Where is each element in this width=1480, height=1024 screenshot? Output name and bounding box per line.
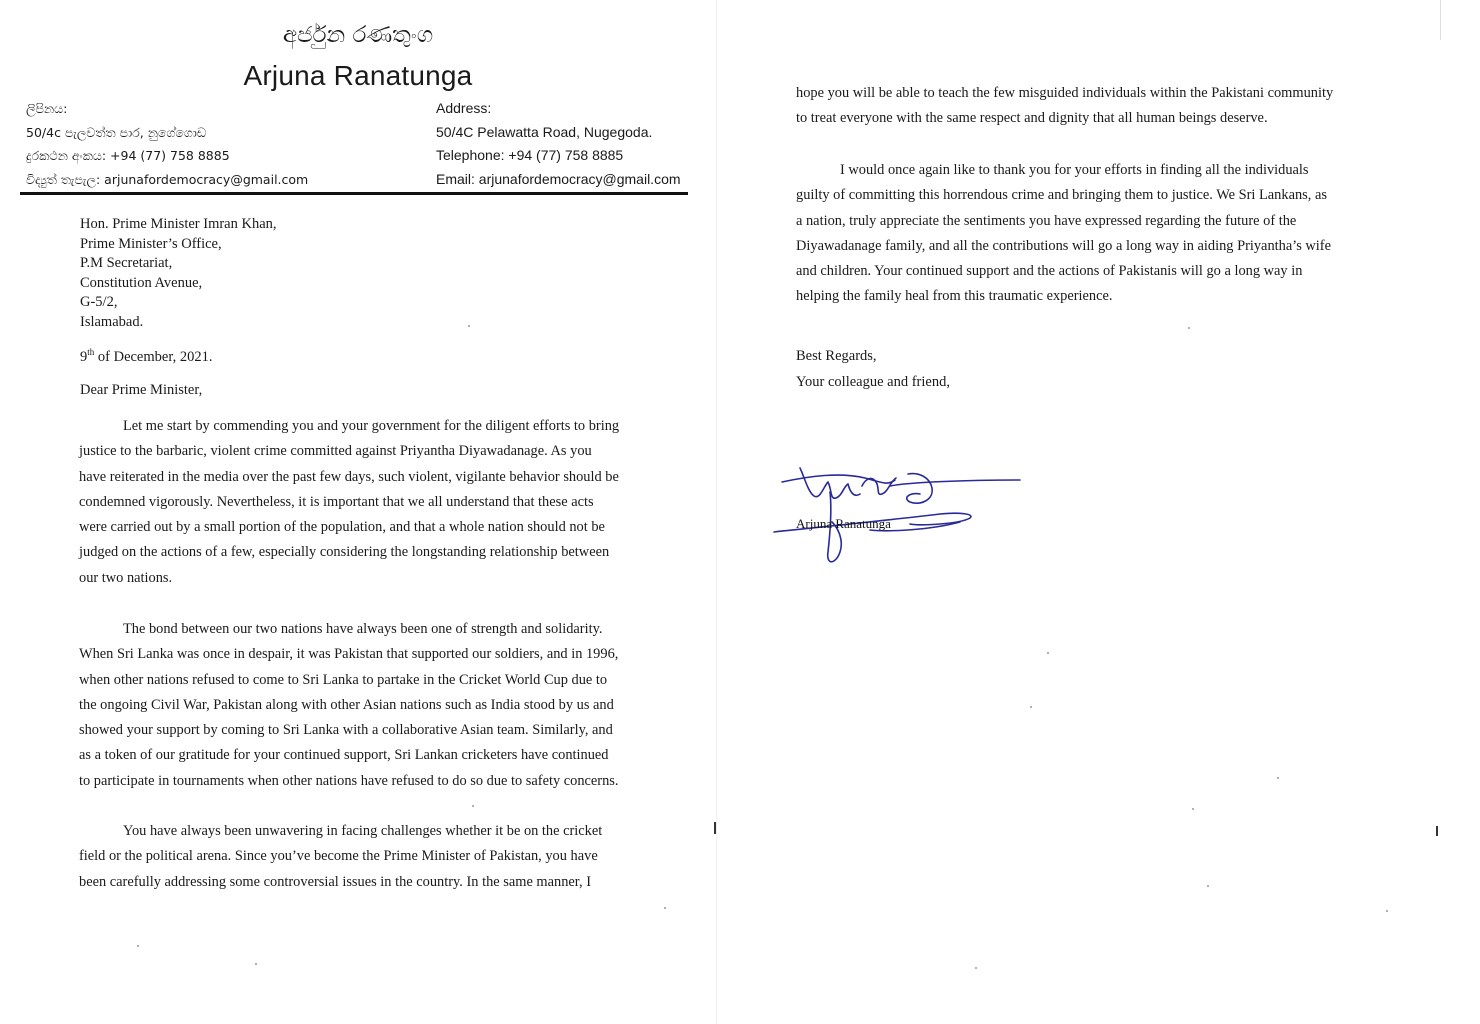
scan-speck: [468, 325, 470, 327]
signer-name: Arjuna Ranatunga: [796, 516, 891, 531]
address: 50/4C Pelawatta Road, Nugegoda.: [436, 123, 653, 140]
scan-speck: [1277, 777, 1279, 779]
date-day: 9: [80, 348, 88, 365]
text-line: when other nations refused to come to Sri Lanka to partake in the Cricket World Cup due to: [79, 671, 608, 688]
text-line: When Sri Lanka was once in despair, it was Pakistan that supported our soldiers, and in 1996,: [79, 646, 619, 663]
scan-speck: [664, 907, 666, 909]
scan-speck: [975, 967, 977, 969]
address-label: Address:: [436, 100, 492, 116]
recipient-line: P.M Secretariat,: [80, 255, 173, 271]
scan-speck: [1207, 885, 1209, 887]
text-line: Let me start by commending you and your government for the diligent efforts to bring: [123, 418, 620, 434]
closing-colleague: Your colleague and friend,: [796, 373, 950, 390]
scan-speck: [1192, 808, 1194, 810]
scan-speck: [1030, 706, 1032, 708]
closing-block: [796, 344, 950, 395]
scan-speck: [1386, 910, 1388, 912]
recipient-line: Constitution Avenue,: [80, 274, 203, 291]
text-line: to treat everyone with the same respect and dignity that all human beings deserve.: [796, 110, 1268, 127]
letter-date: [80, 347, 212, 366]
email: Email: arjunafordemocracy@gmail.com: [436, 170, 681, 187]
text-line: justice to the barbaric, violent crime committed against Priyantha Diyawadanage. As you: [79, 443, 592, 460]
text-line: and children. Your continued support and the actions of Pakistanis will go a long way in: [796, 263, 1303, 280]
letter-page-1: [0, 0, 716, 1024]
text-line: guilty of committing this horrendous crime and bringing them to justice. We Sri Lankans, as: [796, 187, 1327, 204]
recipient-line: Prime Minister’s Office,: [80, 235, 222, 252]
text-line: You have always been unwavering in facing challenges whether it be on the cricket: [123, 823, 603, 839]
text-line: Diyawadanage family, and all the contributions will go a long way in aiding Priyantha’s wife: [796, 237, 1331, 254]
text-line: were carried out by a small portion of the population, and that a whole nation should not be: [79, 519, 605, 536]
text-line: condemned vigorously. Nevertheless, it is important that we all understand that these acts: [79, 493, 594, 510]
scan-edge-mark: [1440, 0, 1441, 40]
body-paragraph-4: [796, 81, 1356, 132]
letterhead-name-sinhala: අර්ජුන රණතුංග: [282, 22, 434, 48]
text-line: I would once again like to thank you for your efforts in finding all the individuals: [840, 162, 1309, 178]
recipient-address: [80, 215, 277, 332]
text-line: hope you will be able to teach the few misguided individuals within the Pakistani community: [796, 85, 1334, 101]
text-line: showed your support by coming to Sri Lanka with a collaborative Asian team. Similarly, and: [79, 722, 613, 739]
body-paragraph-2: [79, 617, 631, 794]
sinhala-address-label: ලිපිනය:: [26, 101, 68, 116]
sinhala-telephone: දුරකථන අංකය: +94 (77) 758 8885: [26, 148, 230, 163]
text-line: our two nations.: [79, 569, 173, 586]
text-line: as a token of our gratitude for your continued support, Sri Lankan cricketers have continued: [79, 747, 609, 764]
closing-regards: Best Regards,: [796, 348, 877, 364]
scan-speck: [1188, 327, 1190, 329]
text-line: have reiterated in the media over the past few days, such violent, vigilante behavior should be: [79, 468, 619, 485]
text-line: The bond between our two nations have always been one of strength and solidarity.: [123, 621, 603, 637]
letterhead-divider: [20, 192, 688, 195]
recipient-line: Islamabad.: [80, 313, 144, 330]
sinhala-contact-block: [26, 97, 308, 191]
recipient-line: Hon. Prime Minister Imran Khan,: [80, 216, 277, 232]
text-line: to participate in tournaments when other nations have refused to do so due to safety concerns.: [79, 772, 619, 789]
sinhala-address: 50/4c පැලවත්ත පාර, නුගේගොඩ: [26, 124, 207, 140]
text-line: a nation, truly appreciate the sentiments you have expressed regarding the future of the: [796, 212, 1297, 229]
scan-speck: [472, 805, 474, 807]
sinhala-email: විද්‍යුත් තැපැල: arjunafordemocracy@gmail.com: [26, 171, 309, 187]
scan-edge-mark: [1436, 826, 1438, 836]
text-line: judged on the actions of a few, especially considering the longstanding relationship between: [79, 544, 610, 561]
text-line: helping the family heal from this traumatic experience.: [796, 288, 1113, 305]
date-rest: of December, 2021.: [94, 348, 213, 365]
scan-speck: [1047, 652, 1049, 654]
salutation: Dear Prime Minister,: [80, 382, 203, 398]
text-line: the ongoing Civil War, Pakistan along with other Asian nations such as India stood by us and: [79, 696, 614, 713]
body-paragraph-3: [79, 819, 631, 895]
scan-speck: [255, 963, 257, 965]
date-suffix: th: [87, 347, 95, 357]
telephone: Telephone: +94 (77) 758 8885: [436, 147, 624, 163]
scan-speck: [137, 945, 139, 947]
recipient-line: G-5/2,: [80, 294, 118, 310]
body-paragraph-1: [79, 414, 631, 591]
text-line: field or the political arena. Since you’ve become the Prime Minister of Pakistan, you have: [79, 848, 598, 865]
body-paragraph-5: [796, 158, 1356, 310]
letterhead-name-english: Arjuna Ranatunga: [243, 60, 473, 91]
english-contact-block: [436, 97, 681, 191]
text-line: been carefully addressing some controversial issues in the country. In the same manner, I: [79, 873, 591, 890]
